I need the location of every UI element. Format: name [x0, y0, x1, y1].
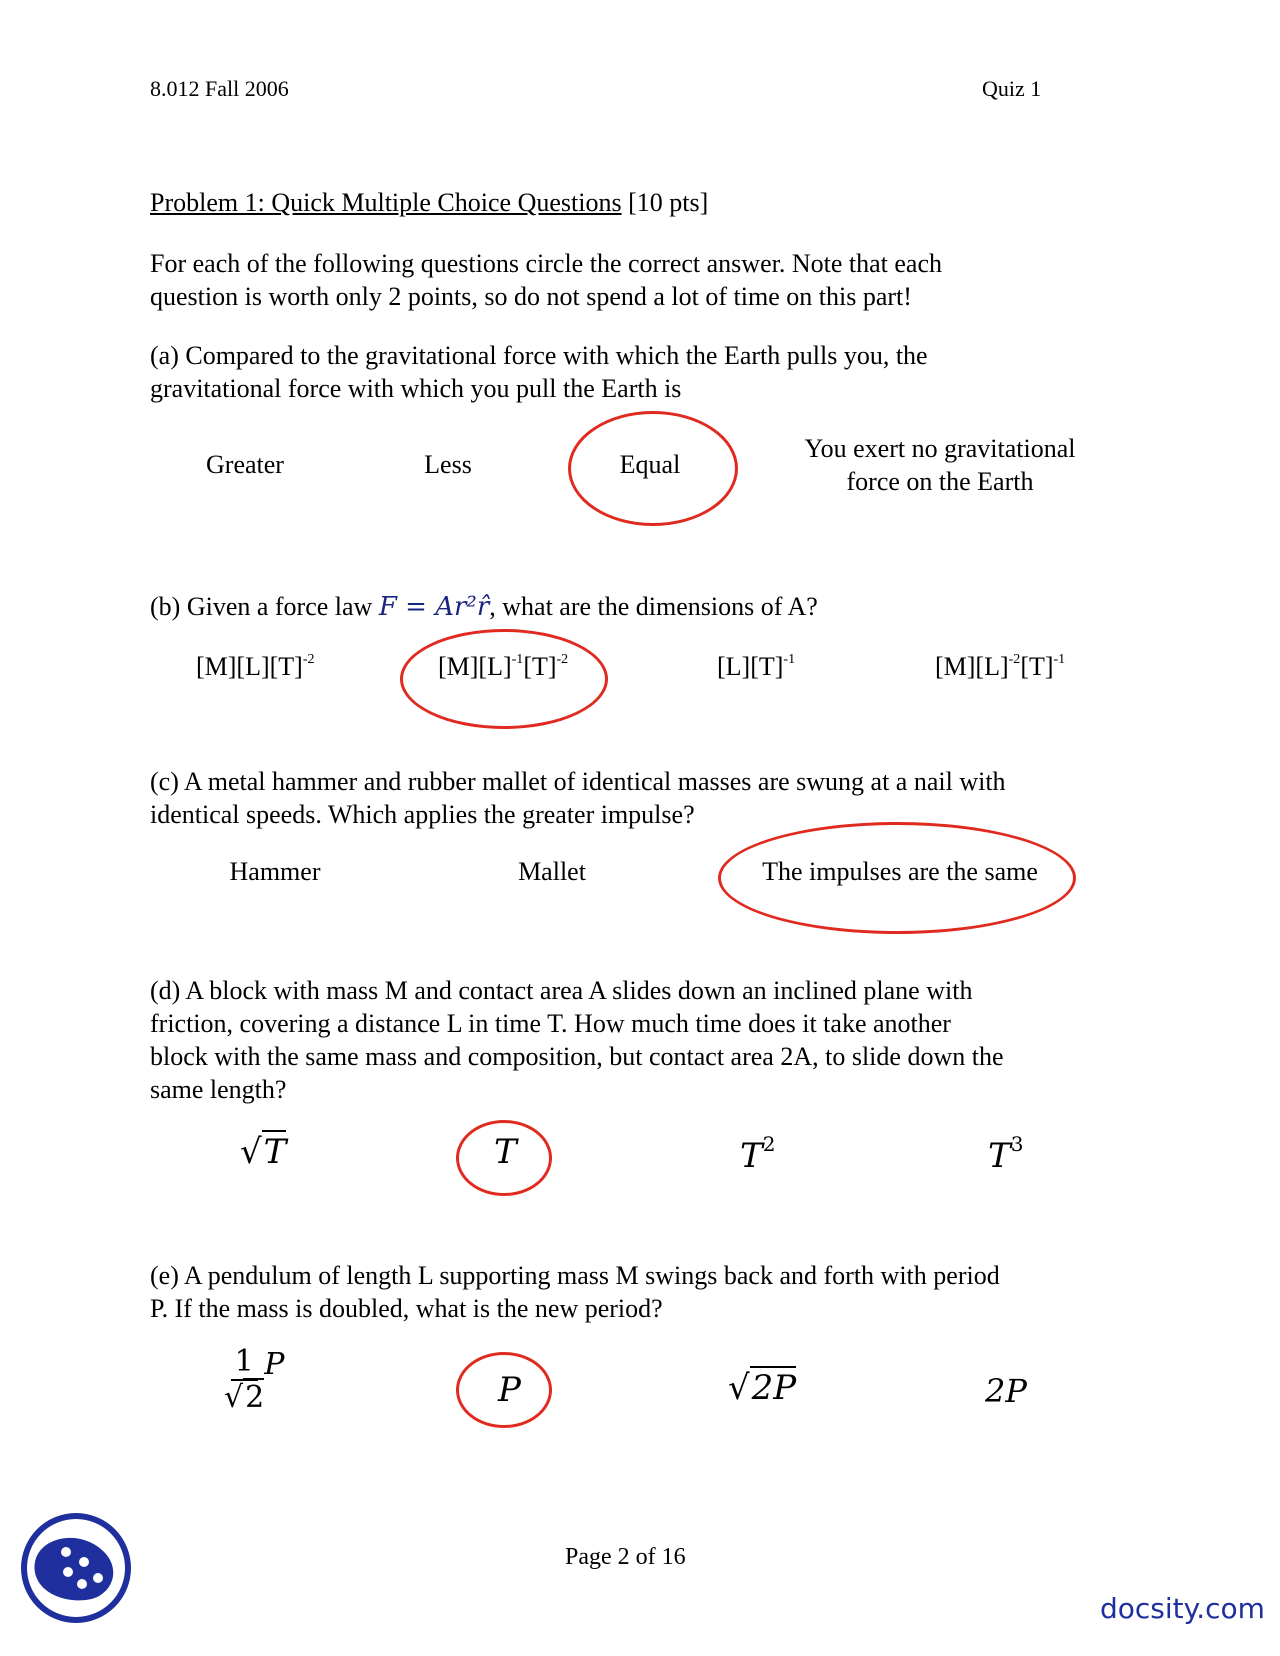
question-a-line: gravitational force with which you pull the Earth is	[150, 374, 682, 403]
question-c-line: (c) A metal hammer and rubber mallet of identical masses are swung at a nail with	[150, 767, 1006, 796]
qd-option-t2[interactable]	[740, 1132, 775, 1176]
question-d-line: (d) A block with mass M and contact area A slides down an inclined plane with	[150, 976, 973, 1005]
qb-option-4-exp2: -1	[1053, 652, 1066, 667]
question-d-line: same length?	[150, 1075, 287, 1104]
question-c	[150, 765, 1006, 831]
qe-option-frac[interactable]	[224, 1345, 284, 1415]
answer-circle	[718, 822, 1076, 934]
intro-line: question is worth only 2 points, so do not spend a lot of time on this part!	[150, 282, 912, 311]
problem-title	[150, 188, 708, 218]
qe-option-p[interactable]: P	[498, 1370, 521, 1410]
qb-option-3-exp: -1	[783, 652, 796, 667]
force-law-formula: F = Ar²r̂	[378, 592, 490, 622]
qd-option-1-text: T	[263, 1132, 287, 1172]
qd-option-4-exp: 3	[1010, 1132, 1024, 1156]
qd-option-t[interactable]: T	[494, 1132, 517, 1172]
answer-circle	[456, 1120, 552, 1196]
question-d-line: block with the same mass and composition, but contact area 2A, to slide down the	[150, 1042, 1004, 1071]
intro-text	[150, 247, 942, 313]
qb-option-1-base: [M][L][T]	[196, 652, 303, 681]
qe-option-2p[interactable]: 2P	[985, 1372, 1027, 1410]
answer-circle	[456, 1352, 552, 1428]
qb-option-2-base2: [T]	[523, 652, 557, 681]
qb-option-3-base: [L][T]	[717, 652, 784, 681]
qb-option-2-exp2: -2	[556, 652, 569, 667]
qb-option-1[interactable]	[196, 652, 315, 682]
question-a-line: (a) Compared to the gravitational force with which the Earth pulls you, the	[150, 341, 928, 370]
qd-option-4-base: T	[988, 1136, 1011, 1176]
qb-option-4-exp1: -2	[1008, 652, 1021, 667]
qb-option-2-base1: [M][L]	[438, 652, 512, 681]
fraction	[224, 1345, 264, 1415]
qa-option-no-force-line1: You exert no gravitational	[804, 434, 1076, 463]
qa-option-greater[interactable]: Greater	[206, 450, 284, 479]
question-a	[150, 339, 928, 405]
qa-option-no-force-line2: force on the Earth	[846, 467, 1034, 496]
question-e-line: P. If the mass is doubled, what is the new period?	[150, 1294, 663, 1323]
qd-option-sqrt-t[interactable]	[240, 1132, 286, 1172]
qd-option-t3[interactable]	[988, 1132, 1023, 1176]
sqrt-icon: √	[240, 1132, 262, 1172]
qa-option-equal[interactable]: Equal	[619, 450, 681, 479]
answer-circle	[568, 411, 738, 526]
question-e	[150, 1259, 1000, 1325]
sqrt-icon: √	[728, 1368, 750, 1408]
problem-points: [10 pts]	[628, 188, 709, 217]
fraction-denominator	[224, 1381, 264, 1415]
docsity-logo-icon	[20, 1512, 132, 1624]
course-label: 8.012 Fall 2006	[150, 76, 289, 101]
qd-option-3-base: T	[740, 1136, 763, 1176]
qe-option-3-text: 2P	[751, 1368, 797, 1408]
qa-option-no-force[interactable]	[770, 432, 1110, 498]
qe-option-sqrt2p[interactable]	[728, 1368, 796, 1408]
qb-option-4[interactable]	[935, 652, 1065, 682]
qa-option-less[interactable]: Less	[424, 450, 472, 479]
page-number: Page 2 of 16	[565, 1544, 686, 1570]
qb-option-1-exp: -2	[302, 652, 315, 667]
qe-option-1-p: P	[264, 1347, 285, 1382]
qd-option-3-exp: 2	[762, 1132, 776, 1156]
question-b-prefix: (b) Given a force law	[150, 592, 373, 621]
question-b	[150, 590, 818, 624]
qb-option-2-exp1: -1	[511, 652, 524, 667]
problem-title-text: Problem 1: Quick Multiple Choice Questions	[150, 188, 622, 217]
qb-option-4-base2: [T]	[1020, 652, 1054, 681]
question-b-suffix: , what are the dimensions of A?	[489, 592, 818, 621]
intro-line: For each of the following questions circle the correct answer. Note that each	[150, 249, 942, 278]
qb-option-4-base1: [M][L]	[935, 652, 1009, 681]
brand-label[interactable]: docsity.com	[1100, 1592, 1265, 1625]
qc-option-same[interactable]: The impulses are the same	[762, 857, 1038, 886]
question-c-line: identical speeds. Which applies the greater impulse?	[150, 800, 695, 829]
sqrt-icon: √	[224, 1380, 244, 1415]
qb-option-3[interactable]	[717, 652, 795, 682]
qc-option-mallet[interactable]: Mallet	[518, 857, 586, 886]
quiz-label: Quiz 1	[982, 76, 1042, 101]
qc-option-hammer[interactable]: Hammer	[229, 857, 321, 886]
question-d-line: friction, covering a distance L in time T. How much time does it take another	[150, 1009, 951, 1038]
question-d	[150, 974, 1003, 1106]
fraction-numerator: 1	[231, 1345, 258, 1381]
answer-circle	[400, 629, 608, 729]
fraction-den-value: 2	[245, 1380, 265, 1415]
question-e-line: (e) A pendulum of length L supporting mass M swings back and forth with period	[150, 1261, 1000, 1290]
